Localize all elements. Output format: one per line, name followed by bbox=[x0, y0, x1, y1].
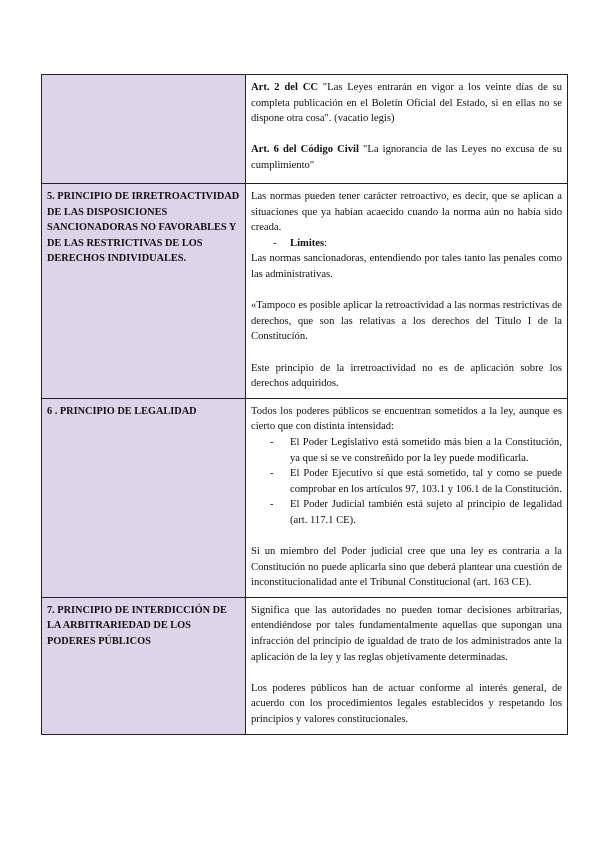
art2-paragraph bbox=[251, 80, 562, 127]
list-item: - El Poder Legislativo está sometido más bien a la Constitución, ya que si se ve constreñido por la ley puede modificarla. bbox=[290, 435, 562, 466]
row-content bbox=[246, 75, 568, 184]
limits-colon: : bbox=[324, 237, 328, 249]
row-heading bbox=[42, 75, 246, 184]
list-item: - El Poder Judicial también está sujeto al principio de legalidad (art. 117.1 CE). bbox=[290, 497, 562, 528]
limits-label: Límites bbox=[290, 237, 325, 249]
limits-dash: - bbox=[273, 237, 277, 249]
retroactive-intro: Las normas pueden tener carácter retroactivo, es decir, que se aplican a situaciones que ya habían acaecido cuando la norma aún no había sido creada. bbox=[251, 191, 562, 234]
principles-table bbox=[41, 74, 568, 735]
table-row bbox=[42, 75, 568, 184]
art6-label: Art. 6 del Código Civil bbox=[251, 144, 359, 156]
row-heading: 7. PRINCIPIO DE INTERDICCIÓN DE LA ARBITRARIEDAD DE LOS PODERES PÚBLICOS bbox=[42, 597, 246, 734]
list-item: - El Poder Ejecutivo sí que está sometido, tal y como se puede comprobar en los artículos 97, 103.1 y 106.1 de la Constitución. bbox=[290, 466, 562, 497]
table-row bbox=[42, 597, 568, 734]
table-row bbox=[42, 398, 568, 597]
art6-text: "La ignorancia de las Leyes no excusa de su cumplimiento" bbox=[251, 144, 562, 171]
restrictive-norms: «Tampoco es posible aplicar la retroactividad a las normas restrictivas de derechos, que son las relativas a los derechos del Título I de la Constitución. bbox=[251, 300, 562, 343]
row-content bbox=[246, 597, 568, 734]
art6-paragraph bbox=[251, 142, 562, 173]
powers-list bbox=[251, 435, 562, 529]
acquired-rights: Este principio de la irretroactividad no es de aplicación sobre los derechos adquiridos. bbox=[251, 362, 562, 390]
limits-heading bbox=[251, 236, 562, 252]
legality-closing: Si un miembro del Poder judicial cree que una ley es contraria a la Constitución no puede aplicarla sino que deberá plantear una cuestión de inconstitucionalidad ante el Tribunal Constitucional (art. 163 CE). bbox=[251, 546, 562, 589]
art2-text: "Las Leyes entrarán en vigor a los veinte días de su completa publicación en el Boletín Oficial del Estado, si en ellas no se dispone otra cosa". (vacatio legis) bbox=[251, 82, 563, 125]
arbitrariness-paragraph-1: Significa que las autoridades no pueden tomar decisiones arbitrarias, entendiéndose por tales fundamentalmente aquellas que supongan una infracción del principio de igualdad de trato de los administrados ante la aplicación de la ley y las reglas objetivamente determinadas. bbox=[251, 604, 562, 663]
row-content bbox=[246, 398, 568, 597]
row-content bbox=[246, 184, 568, 399]
row-heading: 6 . PRINCIPIO DE LEGALIDAD bbox=[42, 398, 246, 597]
row-heading: 5. PRINCIPIO DE IRRETROACTIVIDAD DE LAS DISPOSICIONES SANCIONADORAS NO FAVORABLES Y DE LAS RESTRICTIVAS DE LOS DERECHOS INDIVIDUALES. bbox=[42, 184, 246, 399]
arbitrariness-paragraph-2: Los poderes públicos han de actuar conforme al interés general, de acuerdo con los procedimientos legales establecidos y respetando los principios y valores constitucionales. bbox=[251, 682, 562, 725]
art2-label: Art. 2 del CC bbox=[251, 82, 319, 93]
table-row bbox=[42, 184, 568, 399]
legality-intro: Todos los poderes públicos se encuentran sometidos a la ley, aunque es cierto que con distinta intensidad: bbox=[251, 405, 562, 433]
sanctioning-norms: Las normas sancionadoras, entendiendo por tales tanto las penales como las administrativas. bbox=[251, 253, 562, 280]
